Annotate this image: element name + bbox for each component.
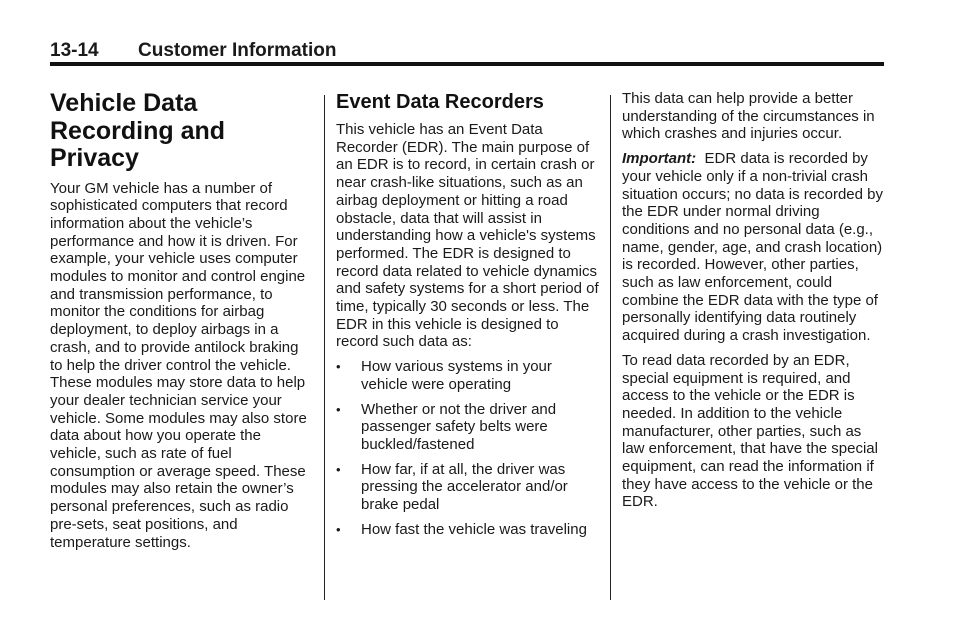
column-3: [622, 90, 884, 511]
column-divider-1: [324, 95, 325, 600]
page-header: [50, 38, 884, 66]
column-2: [336, 90, 601, 545]
list-item: [336, 521, 601, 539]
vehicle-data-body: Your GM vehicle has a number of sophisticated computers that record information about the vehicle’s performance and how it is driven. For example, your vehicle uses computer modules to monitor and control engine and transmission performance, to monitor the conditions for airbag deployment, to deploy airbags in a crash, and to provide antilock braking to help the driver control the vehicle. These modules may store data to help your dealer technician service your vehicle. Some modules may also store data about how you operate the vehicle, such as rate of fuel consumption or average speed. These modules may also retain the owner’s personal preferences, such as radio pre-sets, seat positions, and temperature settings.: [50, 179, 307, 551]
bullet-icon: •: [336, 401, 341, 417]
list-item-text: How fast the vehicle was traveling: [361, 520, 587, 538]
list-item-text: Whether or not the driver and passenger safety belts were buckled/fastened: [361, 400, 557, 453]
list-item: [336, 358, 601, 393]
edr-heading: Event Data Recorders: [336, 91, 544, 113]
edr-access-paragraph: To read data recorded by an EDR, special equipment is required, and access to the vehicle or the EDR is needed. In addition to the vehicle manufacturer, other parties, such as law enforcement, that have the special equipment, can read the information if they have access to the vehicle or the EDR.: [622, 351, 878, 511]
list-item-text: How various systems in your vehicle were operating: [361, 358, 552, 393]
list-item: [336, 461, 601, 514]
important-text: EDR data is recorded by your vehicle only if a non-trivial crash situation occurs; no data is recorded by the EDR under normal driving conditions and no personal data (e.g., name, gender, age, and crash location) is recorded. However, other parties, such as law enforcement, could combine the EDR data with the type of personally identifying data routinely acquired during a crash investigation.: [622, 150, 883, 345]
edr-data-purpose-paragraph: This data can help provide a better understanding of the circumstances in which crashes and injuries occur.: [622, 90, 875, 143]
edr-bullet-list: [336, 358, 601, 538]
bullet-icon: •: [336, 359, 341, 375]
column-1: [50, 90, 312, 551]
important-label: Important:: [622, 150, 697, 168]
bullet-icon: •: [336, 461, 341, 477]
edr-body: This vehicle has an Event Data Recorder (EDR). The main purpose of an EDR is to record, in certain crash or near crash-like situations, such as an airbag deployment or hitting a road obstacle, data that will assist in understanding how a vehicle's systems performed. The EDR is designed to record data related to vehicle dynamics and safety systems for a short period of time, typically 30 seconds or less. The EDR in this vehicle is designed to record such data as:: [336, 121, 599, 351]
column-divider-2: [610, 95, 611, 600]
section-title: Customer Information: [138, 40, 337, 61]
important-paragraph: [622, 150, 884, 345]
vehicle-data-heading: Vehicle Data Recording and Privacy: [50, 89, 226, 172]
list-item: [336, 401, 601, 454]
page-number: 13-14: [50, 40, 99, 61]
list-item-text: How far, if at all, the driver was pressing the accelerator and/or brake pedal: [361, 460, 568, 514]
bullet-icon: •: [336, 521, 341, 537]
